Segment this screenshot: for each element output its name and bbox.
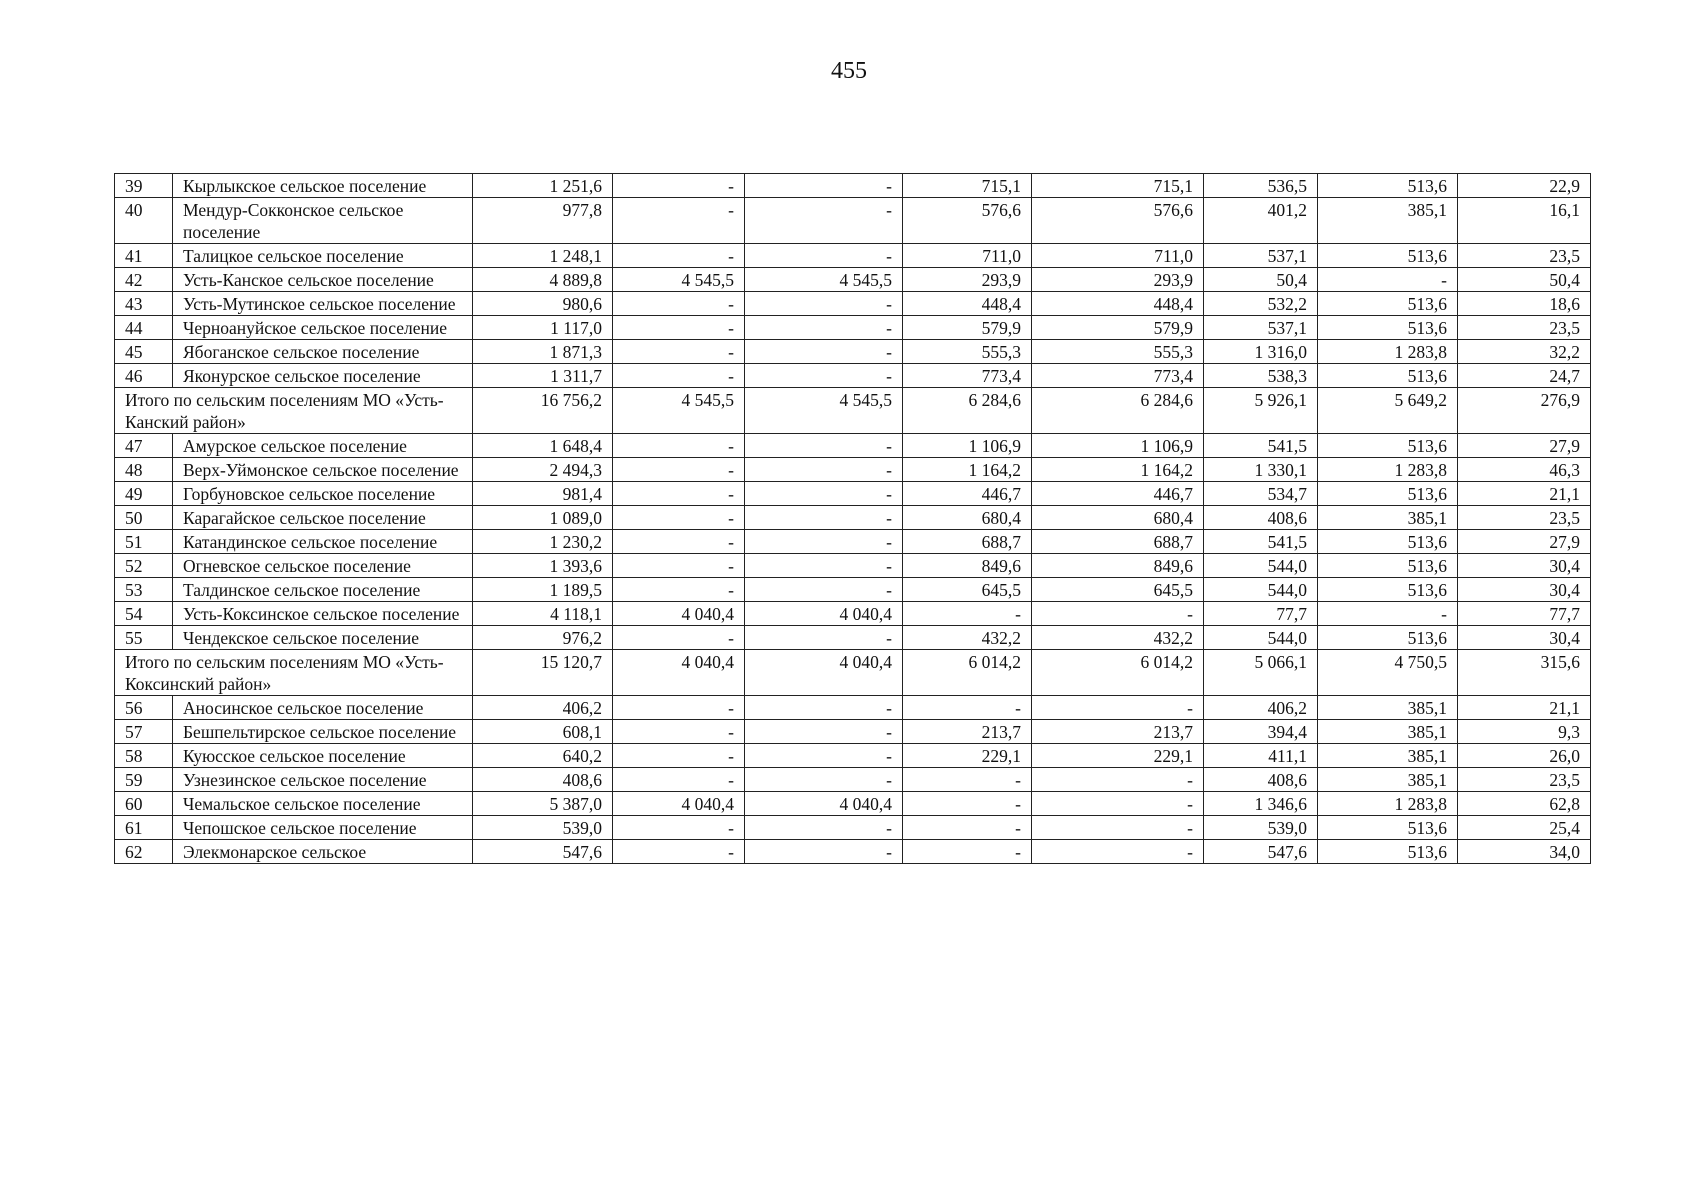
value-cell-col6: 532,2 bbox=[1204, 292, 1318, 316]
value-cell-col5: 576,6 bbox=[1032, 198, 1204, 244]
value-cell-col7: 513,6 bbox=[1318, 840, 1458, 864]
value-cell-col5: 645,5 bbox=[1032, 578, 1204, 602]
value-cell-col4: - bbox=[903, 696, 1032, 720]
value-cell-col5: 432,2 bbox=[1032, 626, 1204, 650]
total-label: Итого по сельским поселениям МО «Усть-Канский район» bbox=[115, 388, 473, 434]
value-cell-col2: - bbox=[613, 364, 745, 388]
settlement-name: Кырлыкское сельское поселение bbox=[173, 174, 473, 198]
value-cell-col8: 50,4 bbox=[1458, 268, 1591, 292]
table-row bbox=[115, 696, 1591, 720]
value-cell-col6: 537,1 bbox=[1204, 316, 1318, 340]
value-cell-col5: 1 106,9 bbox=[1032, 434, 1204, 458]
value-cell-col8: 30,4 bbox=[1458, 554, 1591, 578]
value-cell-col6: 541,5 bbox=[1204, 530, 1318, 554]
table-row bbox=[115, 198, 1591, 244]
value-cell-col8: 23,5 bbox=[1458, 506, 1591, 530]
value-cell-col2: - bbox=[613, 292, 745, 316]
value-cell-col2: 4 545,5 bbox=[613, 268, 745, 292]
value-cell-col1: 1 230,2 bbox=[473, 530, 613, 554]
value-cell-col5: 448,4 bbox=[1032, 292, 1204, 316]
value-cell-col1: 608,1 bbox=[473, 720, 613, 744]
row-number: 62 bbox=[115, 840, 173, 864]
value-cell-col4: 6 284,6 bbox=[903, 388, 1032, 434]
value-cell-col2: 4 040,4 bbox=[613, 602, 745, 626]
settlement-name: Усть-Мутинское сельское поселение bbox=[173, 292, 473, 316]
value-cell-col1: 539,0 bbox=[473, 816, 613, 840]
value-cell-col5: 849,6 bbox=[1032, 554, 1204, 578]
value-cell-col5: 680,4 bbox=[1032, 506, 1204, 530]
value-cell-col2: - bbox=[613, 840, 745, 864]
value-cell-col7: 513,6 bbox=[1318, 434, 1458, 458]
value-cell-col1: 1 871,3 bbox=[473, 340, 613, 364]
value-cell-col5: 711,0 bbox=[1032, 244, 1204, 268]
value-cell-col6: 5 066,1 bbox=[1204, 650, 1318, 696]
value-cell-col8: 34,0 bbox=[1458, 840, 1591, 864]
value-cell-col7: - bbox=[1318, 602, 1458, 626]
value-cell-col3: 4 545,5 bbox=[745, 388, 903, 434]
table-row bbox=[115, 816, 1591, 840]
settlement-name: Горбуновское сельское поселение bbox=[173, 482, 473, 506]
value-cell-col8: 9,3 bbox=[1458, 720, 1591, 744]
value-cell-col7: 513,6 bbox=[1318, 292, 1458, 316]
value-cell-col7: 385,1 bbox=[1318, 198, 1458, 244]
row-number: 43 bbox=[115, 292, 173, 316]
value-cell-col7: 385,1 bbox=[1318, 744, 1458, 768]
value-cell-col4: 555,3 bbox=[903, 340, 1032, 364]
value-cell-col1: 15 120,7 bbox=[473, 650, 613, 696]
value-cell-col2: - bbox=[613, 244, 745, 268]
value-cell-col1: 408,6 bbox=[473, 768, 613, 792]
value-cell-col5: 688,7 bbox=[1032, 530, 1204, 554]
table-row bbox=[115, 720, 1591, 744]
settlement-name: Верх-Уймонское сельское поселение bbox=[173, 458, 473, 482]
value-cell-col7: 513,6 bbox=[1318, 554, 1458, 578]
value-cell-col3: - bbox=[745, 578, 903, 602]
value-cell-col8: 77,7 bbox=[1458, 602, 1591, 626]
value-cell-col2: - bbox=[613, 506, 745, 530]
table-row bbox=[115, 316, 1591, 340]
value-cell-col2: - bbox=[613, 434, 745, 458]
value-cell-col3: - bbox=[745, 364, 903, 388]
row-number: 53 bbox=[115, 578, 173, 602]
value-cell-col8: 25,4 bbox=[1458, 816, 1591, 840]
settlement-name: Ябоганское сельское поселение bbox=[173, 340, 473, 364]
value-cell-col5: - bbox=[1032, 816, 1204, 840]
value-cell-col7: 513,6 bbox=[1318, 364, 1458, 388]
value-cell-col4: - bbox=[903, 792, 1032, 816]
row-number: 61 bbox=[115, 816, 173, 840]
value-cell-col3: - bbox=[745, 720, 903, 744]
value-cell-col2: - bbox=[613, 316, 745, 340]
value-cell-col1: 1 393,6 bbox=[473, 554, 613, 578]
table-row bbox=[115, 482, 1591, 506]
table-row bbox=[115, 292, 1591, 316]
value-cell-col5: - bbox=[1032, 840, 1204, 864]
value-cell-col1: 4 889,8 bbox=[473, 268, 613, 292]
value-cell-col8: 23,5 bbox=[1458, 316, 1591, 340]
value-cell-col8: 27,9 bbox=[1458, 434, 1591, 458]
value-cell-col6: 77,7 bbox=[1204, 602, 1318, 626]
value-cell-col3: - bbox=[745, 626, 903, 650]
value-cell-col5: 773,4 bbox=[1032, 364, 1204, 388]
value-cell-col5: 579,9 bbox=[1032, 316, 1204, 340]
value-cell-col8: 26,0 bbox=[1458, 744, 1591, 768]
settlement-name: Аносинское сельское поселение bbox=[173, 696, 473, 720]
row-number: 46 bbox=[115, 364, 173, 388]
row-number: 57 bbox=[115, 720, 173, 744]
total-label: Итого по сельским поселениям МО «Усть-Коксинский район» bbox=[115, 650, 473, 696]
value-cell-col5: - bbox=[1032, 792, 1204, 816]
value-cell-col6: 536,5 bbox=[1204, 174, 1318, 198]
page-number: 455 bbox=[831, 58, 867, 84]
value-cell-col4: 1 106,9 bbox=[903, 434, 1032, 458]
value-cell-col7: 513,6 bbox=[1318, 578, 1458, 602]
value-cell-col8: 23,5 bbox=[1458, 244, 1591, 268]
value-cell-col1: 1 251,6 bbox=[473, 174, 613, 198]
value-cell-col3: - bbox=[745, 244, 903, 268]
total-row bbox=[115, 650, 1591, 696]
settlement-name: Бешпельтирское сельское поселение bbox=[173, 720, 473, 744]
value-cell-col7: 513,6 bbox=[1318, 816, 1458, 840]
value-cell-col5: - bbox=[1032, 696, 1204, 720]
value-cell-col7: 513,6 bbox=[1318, 244, 1458, 268]
settlement-name: Мендур-Сокконское сельское поселение bbox=[173, 198, 473, 244]
value-cell-col3: - bbox=[745, 554, 903, 578]
row-number: 44 bbox=[115, 316, 173, 340]
value-cell-col5: 293,9 bbox=[1032, 268, 1204, 292]
value-cell-col3: - bbox=[745, 768, 903, 792]
value-cell-col6: 539,0 bbox=[1204, 816, 1318, 840]
value-cell-col3: - bbox=[745, 816, 903, 840]
value-cell-col5: 229,1 bbox=[1032, 744, 1204, 768]
value-cell-col4: - bbox=[903, 602, 1032, 626]
table-row bbox=[115, 768, 1591, 792]
value-cell-col2: - bbox=[613, 626, 745, 650]
row-number: 41 bbox=[115, 244, 173, 268]
settlement-name: Чепошское сельское поселение bbox=[173, 816, 473, 840]
value-cell-col7: 4 750,5 bbox=[1318, 650, 1458, 696]
value-cell-col5: 1 164,2 bbox=[1032, 458, 1204, 482]
table-row bbox=[115, 578, 1591, 602]
value-cell-col1: 1 117,0 bbox=[473, 316, 613, 340]
value-cell-col7: 513,6 bbox=[1318, 530, 1458, 554]
table-row bbox=[115, 244, 1591, 268]
value-cell-col3: - bbox=[745, 530, 903, 554]
value-cell-col6: 394,4 bbox=[1204, 720, 1318, 744]
settlement-name: Карагайское сельское поселение bbox=[173, 506, 473, 530]
table-row bbox=[115, 554, 1591, 578]
table-row bbox=[115, 434, 1591, 458]
value-cell-col7: 513,6 bbox=[1318, 482, 1458, 506]
value-cell-col3: - bbox=[745, 174, 903, 198]
value-cell-col1: 2 494,3 bbox=[473, 458, 613, 482]
table-row bbox=[115, 530, 1591, 554]
row-number: 60 bbox=[115, 792, 173, 816]
value-cell-col7: 1 283,8 bbox=[1318, 792, 1458, 816]
value-cell-col6: 541,5 bbox=[1204, 434, 1318, 458]
value-cell-col6: 544,0 bbox=[1204, 554, 1318, 578]
value-cell-col1: 981,4 bbox=[473, 482, 613, 506]
value-cell-col2: - bbox=[613, 458, 745, 482]
value-cell-col3: - bbox=[745, 316, 903, 340]
value-cell-col5: 213,7 bbox=[1032, 720, 1204, 744]
value-cell-col6: 50,4 bbox=[1204, 268, 1318, 292]
value-cell-col6: 538,3 bbox=[1204, 364, 1318, 388]
value-cell-col6: 1 346,6 bbox=[1204, 792, 1318, 816]
value-cell-col3: - bbox=[745, 744, 903, 768]
value-cell-col3: - bbox=[745, 198, 903, 244]
value-cell-col6: 534,7 bbox=[1204, 482, 1318, 506]
value-cell-col5: 6 014,2 bbox=[1032, 650, 1204, 696]
value-cell-col6: 544,0 bbox=[1204, 578, 1318, 602]
settlement-name: Яконурское сельское поселение bbox=[173, 364, 473, 388]
row-number: 50 bbox=[115, 506, 173, 530]
value-cell-col8: 30,4 bbox=[1458, 578, 1591, 602]
table-row bbox=[115, 340, 1591, 364]
value-cell-col8: 23,5 bbox=[1458, 768, 1591, 792]
value-cell-col6: 408,6 bbox=[1204, 768, 1318, 792]
value-cell-col6: 408,6 bbox=[1204, 506, 1318, 530]
value-cell-col4: 576,6 bbox=[903, 198, 1032, 244]
value-cell-col7: 1 283,8 bbox=[1318, 458, 1458, 482]
value-cell-col7: 385,1 bbox=[1318, 506, 1458, 530]
value-cell-col7: 1 283,8 bbox=[1318, 340, 1458, 364]
value-cell-col1: 1 648,4 bbox=[473, 434, 613, 458]
value-cell-col1: 547,6 bbox=[473, 840, 613, 864]
settlement-name: Талицкое сельское поселение bbox=[173, 244, 473, 268]
table-row bbox=[115, 602, 1591, 626]
value-cell-col5: - bbox=[1032, 768, 1204, 792]
value-cell-col4: 293,9 bbox=[903, 268, 1032, 292]
value-cell-col8: 30,4 bbox=[1458, 626, 1591, 650]
row-number: 47 bbox=[115, 434, 173, 458]
value-cell-col5: - bbox=[1032, 602, 1204, 626]
value-cell-col4: 229,1 bbox=[903, 744, 1032, 768]
settlement-name: Элекмонарское сельское bbox=[173, 840, 473, 864]
value-cell-col4: - bbox=[903, 840, 1032, 864]
value-cell-col8: 16,1 bbox=[1458, 198, 1591, 244]
settlement-name: Чендекское сельское поселение bbox=[173, 626, 473, 650]
value-cell-col8: 21,1 bbox=[1458, 482, 1591, 506]
value-cell-col4: - bbox=[903, 768, 1032, 792]
value-cell-col4: 213,7 bbox=[903, 720, 1032, 744]
value-cell-col5: 6 284,6 bbox=[1032, 388, 1204, 434]
value-cell-col5: 446,7 bbox=[1032, 482, 1204, 506]
value-cell-col4: 446,7 bbox=[903, 482, 1032, 506]
value-cell-col1: 16 756,2 bbox=[473, 388, 613, 434]
value-cell-col1: 1 248,1 bbox=[473, 244, 613, 268]
value-cell-col4: 6 014,2 bbox=[903, 650, 1032, 696]
value-cell-col4: - bbox=[903, 816, 1032, 840]
row-number: 55 bbox=[115, 626, 173, 650]
value-cell-col1: 406,2 bbox=[473, 696, 613, 720]
settlement-name: Огневское сельское поселение bbox=[173, 554, 473, 578]
value-cell-col3: - bbox=[745, 340, 903, 364]
budget-table bbox=[114, 173, 1591, 864]
settlement-name: Усть-Канское сельское поселение bbox=[173, 268, 473, 292]
value-cell-col6: 1 330,1 bbox=[1204, 458, 1318, 482]
value-cell-col8: 18,6 bbox=[1458, 292, 1591, 316]
row-number: 39 bbox=[115, 174, 173, 198]
value-cell-col4: 711,0 bbox=[903, 244, 1032, 268]
value-cell-col4: 688,7 bbox=[903, 530, 1032, 554]
value-cell-col5: 715,1 bbox=[1032, 174, 1204, 198]
value-cell-col8: 27,9 bbox=[1458, 530, 1591, 554]
value-cell-col4: 849,6 bbox=[903, 554, 1032, 578]
settlement-name: Талдинское сельское поселение bbox=[173, 578, 473, 602]
row-number: 45 bbox=[115, 340, 173, 364]
value-cell-col2: - bbox=[613, 816, 745, 840]
settlement-name: Куюсское сельское поселение bbox=[173, 744, 473, 768]
row-number: 40 bbox=[115, 198, 173, 244]
value-cell-col2: 4 040,4 bbox=[613, 792, 745, 816]
table-row bbox=[115, 626, 1591, 650]
value-cell-col1: 1 089,0 bbox=[473, 506, 613, 530]
value-cell-col1: 980,6 bbox=[473, 292, 613, 316]
value-cell-col4: 715,1 bbox=[903, 174, 1032, 198]
value-cell-col7: 513,6 bbox=[1318, 316, 1458, 340]
value-cell-col1: 976,2 bbox=[473, 626, 613, 650]
value-cell-col8: 22,9 bbox=[1458, 174, 1591, 198]
value-cell-col2: - bbox=[613, 530, 745, 554]
value-cell-col7: 385,1 bbox=[1318, 720, 1458, 744]
value-cell-col3: 4 040,4 bbox=[745, 792, 903, 816]
value-cell-col2: 4 545,5 bbox=[613, 388, 745, 434]
value-cell-col2: - bbox=[613, 554, 745, 578]
value-cell-col3: - bbox=[745, 434, 903, 458]
value-cell-col4: 448,4 bbox=[903, 292, 1032, 316]
value-cell-col7: - bbox=[1318, 268, 1458, 292]
row-number: 59 bbox=[115, 768, 173, 792]
value-cell-col8: 21,1 bbox=[1458, 696, 1591, 720]
value-cell-col7: 385,1 bbox=[1318, 696, 1458, 720]
value-cell-col2: - bbox=[613, 696, 745, 720]
table-row bbox=[115, 268, 1591, 292]
settlement-name: Амурское сельское поселение bbox=[173, 434, 473, 458]
value-cell-col1: 1 311,7 bbox=[473, 364, 613, 388]
value-cell-col6: 537,1 bbox=[1204, 244, 1318, 268]
row-number: 52 bbox=[115, 554, 173, 578]
value-cell-col1: 4 118,1 bbox=[473, 602, 613, 626]
value-cell-col2: - bbox=[613, 340, 745, 364]
value-cell-col7: 5 649,2 bbox=[1318, 388, 1458, 434]
value-cell-col7: 385,1 bbox=[1318, 768, 1458, 792]
total-row bbox=[115, 388, 1591, 434]
value-cell-col2: - bbox=[613, 744, 745, 768]
table-body bbox=[115, 174, 1591, 864]
settlement-name: Узнезинское сельское поселение bbox=[173, 768, 473, 792]
row-number: 42 bbox=[115, 268, 173, 292]
value-cell-col6: 5 926,1 bbox=[1204, 388, 1318, 434]
row-number: 48 bbox=[115, 458, 173, 482]
settlement-name: Чемальское сельское поселение bbox=[173, 792, 473, 816]
value-cell-col7: 513,6 bbox=[1318, 626, 1458, 650]
row-number: 49 bbox=[115, 482, 173, 506]
table-row bbox=[115, 174, 1591, 198]
value-cell-col1: 640,2 bbox=[473, 744, 613, 768]
value-cell-col6: 544,0 bbox=[1204, 626, 1318, 650]
value-cell-col4: 773,4 bbox=[903, 364, 1032, 388]
value-cell-col8: 32,2 bbox=[1458, 340, 1591, 364]
value-cell-col3: - bbox=[745, 482, 903, 506]
value-cell-col2: - bbox=[613, 198, 745, 244]
value-cell-col2: - bbox=[613, 578, 745, 602]
settlement-name: Усть-Коксинское сельское поселение bbox=[173, 602, 473, 626]
row-number: 58 bbox=[115, 744, 173, 768]
value-cell-col3: 4 040,4 bbox=[745, 650, 903, 696]
value-cell-col7: 513,6 bbox=[1318, 174, 1458, 198]
value-cell-col8: 62,8 bbox=[1458, 792, 1591, 816]
value-cell-col4: 680,4 bbox=[903, 506, 1032, 530]
value-cell-col4: 645,5 bbox=[903, 578, 1032, 602]
value-cell-col6: 547,6 bbox=[1204, 840, 1318, 864]
value-cell-col4: 579,9 bbox=[903, 316, 1032, 340]
value-cell-col6: 406,2 bbox=[1204, 696, 1318, 720]
table-row bbox=[115, 364, 1591, 388]
value-cell-col6: 411,1 bbox=[1204, 744, 1318, 768]
table-row bbox=[115, 744, 1591, 768]
value-cell-col8: 46,3 bbox=[1458, 458, 1591, 482]
value-cell-col3: - bbox=[745, 292, 903, 316]
value-cell-col2: - bbox=[613, 174, 745, 198]
row-number: 51 bbox=[115, 530, 173, 554]
value-cell-col8: 24,7 bbox=[1458, 364, 1591, 388]
value-cell-col2: - bbox=[613, 720, 745, 744]
row-number: 56 bbox=[115, 696, 173, 720]
value-cell-col6: 401,2 bbox=[1204, 198, 1318, 244]
settlement-name: Катандинское сельское поселение bbox=[173, 530, 473, 554]
table-row bbox=[115, 792, 1591, 816]
value-cell-col2: - bbox=[613, 482, 745, 506]
value-cell-col3: - bbox=[745, 696, 903, 720]
value-cell-col1: 5 387,0 bbox=[473, 792, 613, 816]
value-cell-col3: - bbox=[745, 506, 903, 530]
value-cell-col6: 1 316,0 bbox=[1204, 340, 1318, 364]
value-cell-col3: 4 545,5 bbox=[745, 268, 903, 292]
value-cell-col4: 1 164,2 bbox=[903, 458, 1032, 482]
value-cell-col5: 555,3 bbox=[1032, 340, 1204, 364]
value-cell-col2: 4 040,4 bbox=[613, 650, 745, 696]
table-row bbox=[115, 506, 1591, 530]
settlement-name: Черноануйское сельское поселение bbox=[173, 316, 473, 340]
row-number: 54 bbox=[115, 602, 173, 626]
value-cell-col8: 276,9 bbox=[1458, 388, 1591, 434]
value-cell-col2: - bbox=[613, 768, 745, 792]
table-row bbox=[115, 840, 1591, 864]
value-cell-col3: - bbox=[745, 840, 903, 864]
value-cell-col4: 432,2 bbox=[903, 626, 1032, 650]
value-cell-col8: 315,6 bbox=[1458, 650, 1591, 696]
table-row bbox=[115, 458, 1591, 482]
value-cell-col1: 1 189,5 bbox=[473, 578, 613, 602]
value-cell-col3: - bbox=[745, 458, 903, 482]
value-cell-col3: 4 040,4 bbox=[745, 602, 903, 626]
value-cell-col1: 977,8 bbox=[473, 198, 613, 244]
